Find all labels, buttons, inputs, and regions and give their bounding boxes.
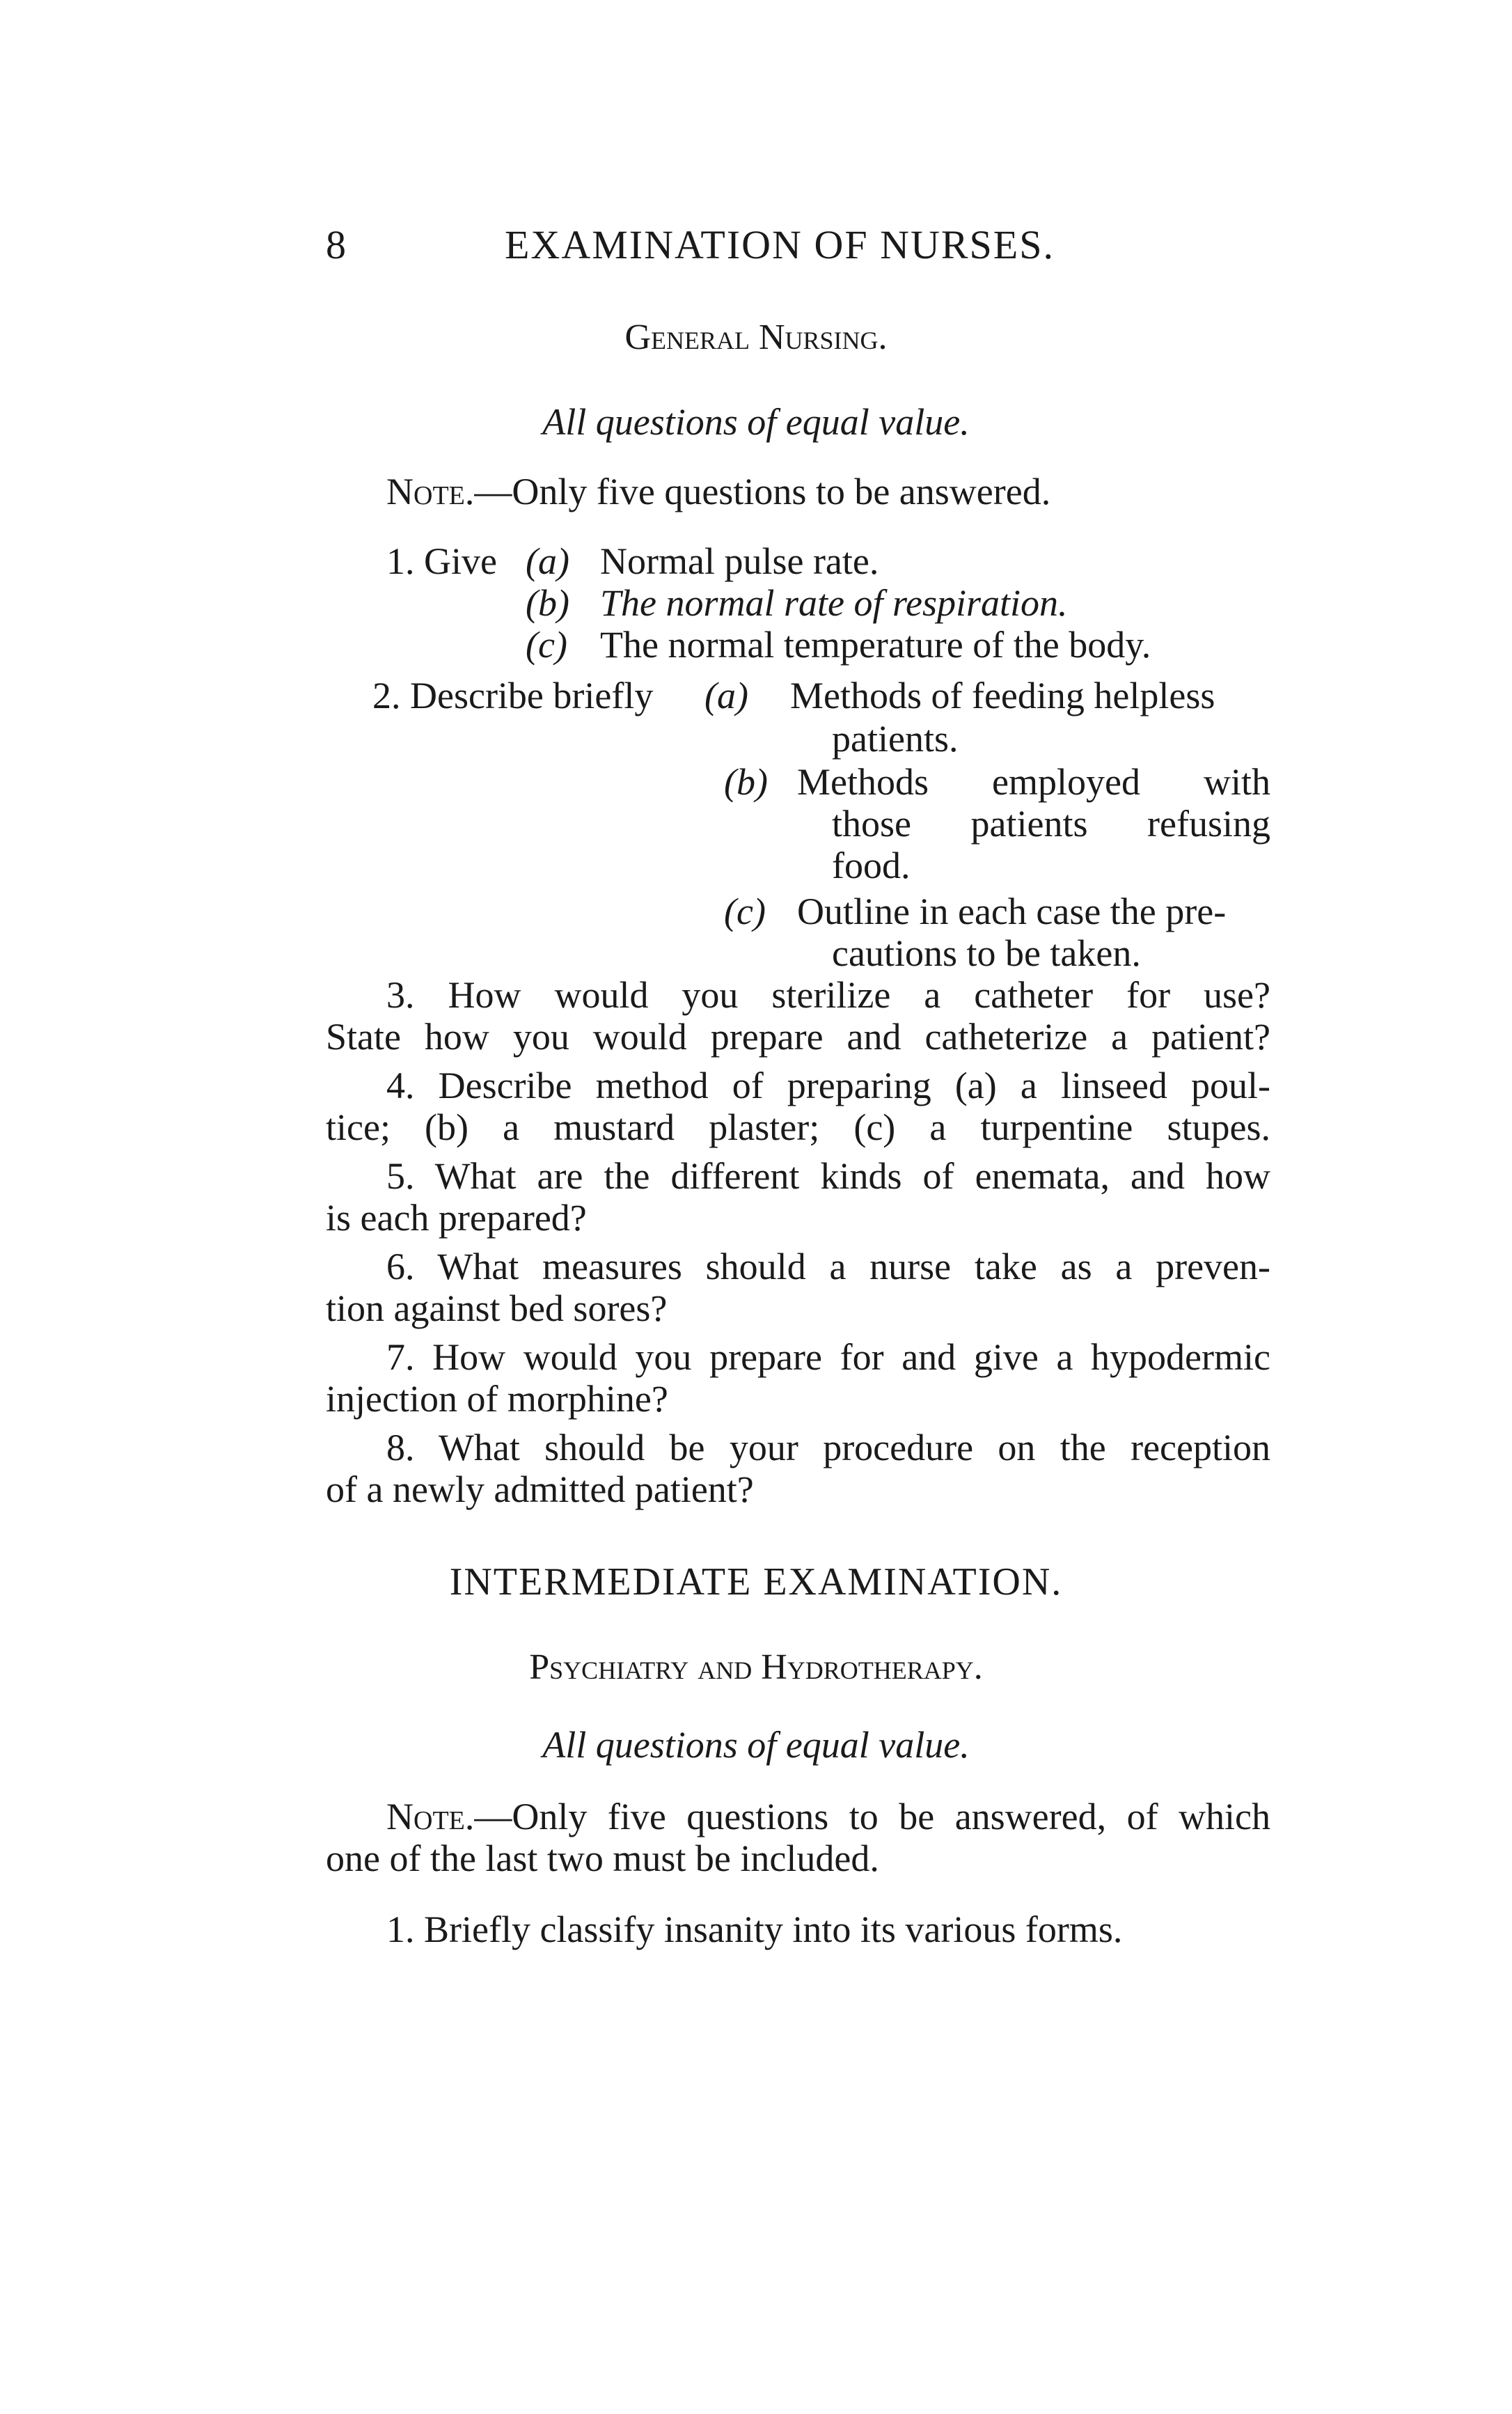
question-8-line2: of a newly admitted patient?	[326, 1468, 754, 1510]
marking-note: All questions of equal value.	[542, 401, 970, 443]
q2-b-line3: food.	[832, 845, 911, 886]
q1-b-label: (b)	[526, 582, 569, 624]
question-5-line1: 5. What are the different kinds of enemata, and how	[386, 1155, 1270, 1197]
intermediate-note-text: —Only five questions to be answered, of which	[474, 1796, 1270, 1837]
q1-c-label: (c)	[526, 624, 567, 666]
q1-b-text: The normal rate of respiration.	[600, 582, 1068, 624]
subject-title-psychiatry: Psychiatry and Hydrotherapy.	[529, 1647, 983, 1687]
section-title-general-nursing: General Nursing.	[624, 318, 888, 357]
intermediate-note-line1	[386, 1795, 1270, 1838]
question-5-line2: is each prepared?	[326, 1197, 587, 1239]
q1-c-text: The normal temperature of the body.	[600, 624, 1151, 666]
question-2-lead: 2. Describe briefly	[372, 675, 654, 716]
page-number: 8	[326, 222, 346, 267]
question-3-line1: 3. How would you sterilize a catheter for use?	[386, 974, 1270, 1016]
question-4-line1: 4. Describe method of preparing (a) a linseed poul-	[386, 1065, 1270, 1106]
q1-a-label: (a)	[526, 540, 569, 582]
question-8-line1: 8. What should be your procedure on the reception	[386, 1427, 1270, 1468]
q2-b-line1: Methods employed with	[797, 761, 1270, 803]
q2-c-line2: cautions to be taken.	[832, 932, 1141, 974]
question-6-line2: tion against bed sores?	[326, 1287, 668, 1329]
question-6-line1: 6. What measures should a nurse take as a preven-	[386, 1246, 1270, 1287]
q2-a-line2: patients.	[832, 718, 959, 760]
intermediate-note-label: Note.	[386, 1796, 475, 1837]
question-7-line2: injection of morphine?	[326, 1378, 668, 1420]
intermediate-question-1: 1. Briefly classify insanity into its various forms.	[386, 1909, 1123, 1950]
question-3-line2: State how you would prepare and catheterize a patient?	[326, 1016, 1270, 1058]
q2-b-line2: those patients refusing	[832, 803, 1270, 845]
q2-a-label: (a)	[704, 675, 748, 716]
note-label: Note.	[386, 471, 475, 512]
intermediate-examination-heading: INTERMEDIATE EXAMINATION.	[449, 1560, 1063, 1604]
question-1-lead: 1. Give	[386, 540, 497, 582]
q2-b-label: (b)	[724, 761, 768, 803]
question-7-line1: 7. How would you prepare for and give a hypodermic	[386, 1336, 1270, 1378]
q2-c-line1: Outline in each case the pre-	[797, 891, 1227, 932]
instruction-note	[386, 470, 1050, 513]
q2-a-line1: Methods of feeding helpless	[790, 675, 1215, 716]
intermediate-marking-note: All questions of equal value.	[542, 1724, 970, 1766]
note-text: —Only five questions to be answered.	[474, 471, 1051, 512]
q1-a-text: Normal pulse rate.	[600, 540, 879, 582]
running-title: EXAMINATION OF NURSES.	[505, 222, 1055, 267]
q2-c-label: (c)	[724, 891, 766, 932]
intermediate-note-line2: one of the last two must be included.	[326, 1837, 879, 1879]
question-4-line2: tice; (b) a mustard plaster; (c) a turpentine stupes.	[326, 1106, 1270, 1148]
